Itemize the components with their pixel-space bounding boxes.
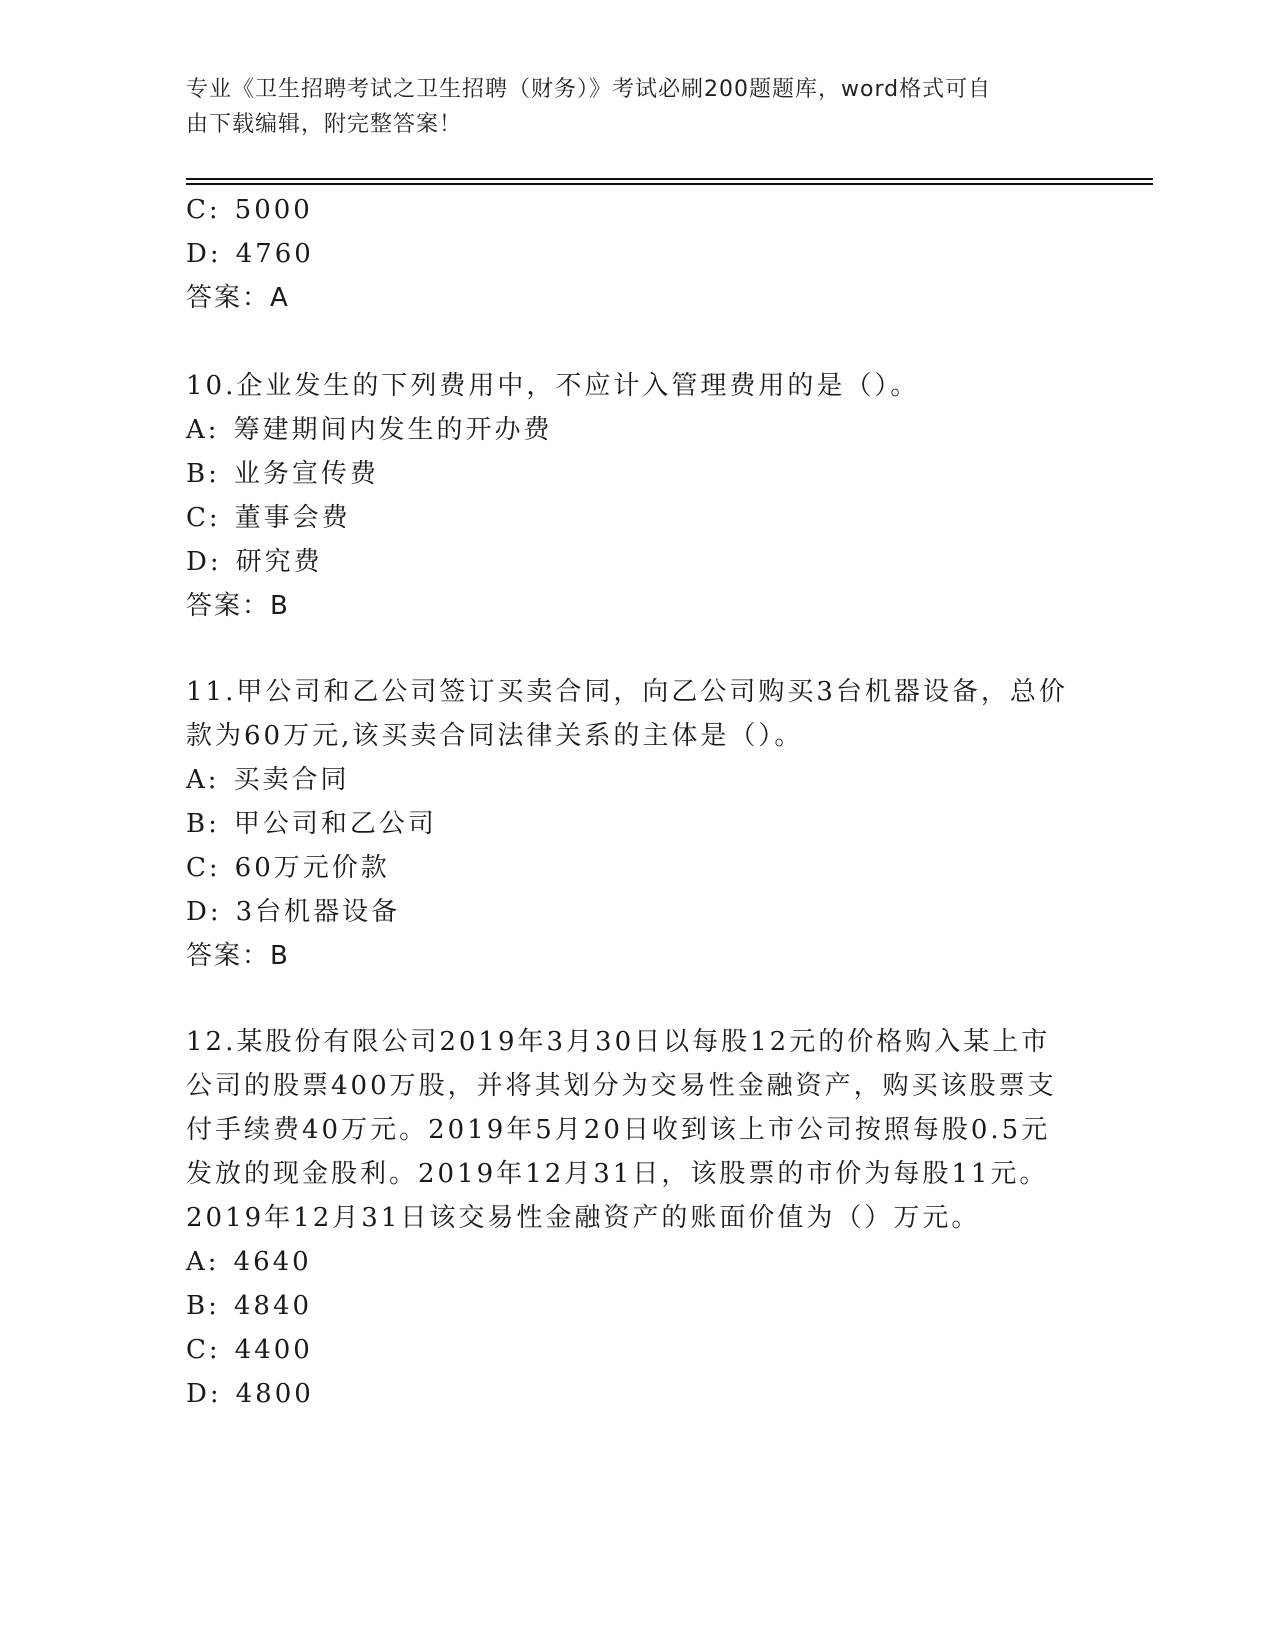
question-stem-line: 款为60万元,该买卖合同法律关系的主体是（）。 (186, 721, 804, 751)
answer: 答案：A (186, 283, 290, 313)
option-c: C: 5000 (186, 195, 313, 225)
option-a: A: 筹建期间内发生的开办费 (186, 415, 553, 445)
question-stem-line: 11.甲公司和乙公司签订买卖合同，向乙公司购买3台机器设备，总价 (186, 677, 1068, 707)
option-a: A: 买卖合同 (186, 765, 350, 795)
question-stem: 10.企业发生的下列费用中，不应计入管理费用的是（）。 (186, 371, 920, 401)
option-c: C: 60万元价款 (186, 853, 390, 883)
question-stem-line: 公司的股票400万股，并将其划分为交易性金融资产，购买该股票支 (186, 1071, 1057, 1101)
header-line-2: 由下载编辑，附完整答案！ (186, 112, 463, 137)
header-rule-top (186, 178, 1153, 180)
option-a: A: 4640 (186, 1247, 312, 1277)
document-header (186, 72, 1066, 142)
question-stem-line: 2019年12月31日该交易性金融资产的账面价值为（）万元。 (186, 1203, 981, 1233)
option-c: C: 董事会费 (186, 503, 351, 533)
header-line-1: 专业《卫生招聘考试之卫生招聘（财务）》考试必刷200题题库，word格式可自 (186, 77, 992, 102)
option-b: B: 甲公司和乙公司 (186, 809, 437, 839)
question-stem-line: 发放的现金股利。2019年12月31日，该股票的市价为每股11元。 (186, 1159, 1049, 1189)
option-c: C: 4400 (186, 1335, 313, 1365)
option-d: D: 3台机器设备 (186, 897, 401, 927)
option-d: D: 4800 (186, 1379, 314, 1409)
option-d: D: 4760 (186, 239, 314, 269)
option-b: B: 4840 (186, 1291, 313, 1321)
answer: 答案：B (186, 941, 290, 971)
question-stem-line: 12.某股份有限公司2019年3月30日以每股12元的价格购入某上市 (186, 1027, 1051, 1057)
header-rule-bottom (186, 183, 1153, 185)
option-b: B: 业务宣传费 (186, 459, 379, 489)
option-d: D: 研究费 (186, 547, 323, 577)
question-stem-line: 付手续费40万元。2019年5月20日收到该上市公司按照每股0.5元 (186, 1115, 1051, 1145)
answer: 答案：B (186, 591, 290, 621)
